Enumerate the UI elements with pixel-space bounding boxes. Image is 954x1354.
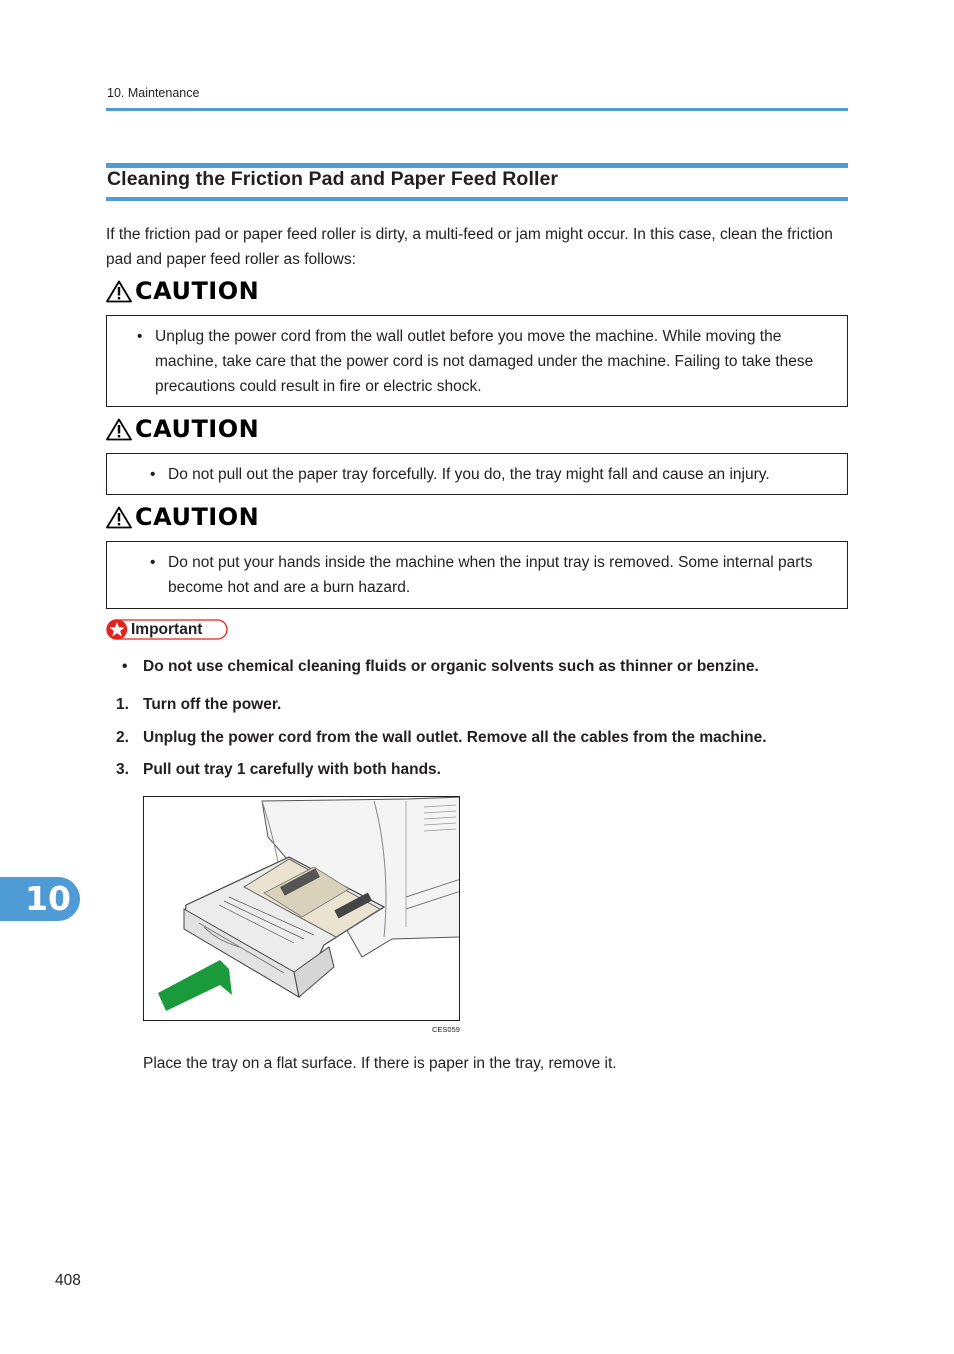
- step-number: 2.: [116, 729, 129, 746]
- header-rule: [106, 108, 848, 111]
- breadcrumb: 10. Maintenance: [107, 86, 200, 100]
- caution-label: CAUTION: [135, 277, 260, 305]
- star-icon: [108, 620, 126, 644]
- caution-box: [106, 453, 848, 495]
- caution-heading: [106, 276, 259, 306]
- warning-triangle-icon: [106, 506, 132, 529]
- caution-box: [106, 541, 848, 609]
- step-text: Pull out tray 1 carefully with both hands.: [143, 761, 441, 778]
- section-title: Cleaning the Friction Pad and Paper Feed Roller: [107, 168, 559, 190]
- chapter-tab: [0, 877, 80, 921]
- step-text: Unplug the power cord from the wall outlet. Remove all the cables from the machine.: [143, 729, 767, 746]
- caution-heading: [106, 502, 259, 532]
- intro-paragraph: If the friction pad or paper feed roller is dirty, a multi-feed or jam might occur. In this case, clean the friction pad and paper feed roller as follows:: [106, 226, 833, 268]
- page-number: 408: [55, 1272, 81, 1289]
- step-number: 1.: [116, 696, 129, 713]
- printer-tray-illustration: [143, 796, 460, 1021]
- step-number: 3.: [116, 761, 129, 778]
- caution-item: • Unplug the power cord from the wall outlet before you move the machine. While moving the machine, take care that the power cord is not damaged under the machine. Failing to take these precautions could result in fire or electric shock.: [155, 324, 837, 399]
- caution-heading: [106, 414, 259, 444]
- caution-label: CAUTION: [135, 503, 260, 531]
- step-item: [116, 758, 441, 782]
- step-item: [116, 726, 767, 750]
- caution-item: • Do not pull out the paper tray forcefully. If you do, the tray might fall and cause an injury.: [168, 462, 837, 487]
- warning-triangle-icon: [106, 418, 132, 441]
- step-item: [116, 693, 281, 717]
- important-heading: [106, 619, 228, 640]
- figure-code: CES059: [432, 1025, 460, 1034]
- warning-triangle-icon: [106, 280, 132, 303]
- caution-item: • Do not put your hands inside the machine when the input tray is removed. Some internal parts become hot and are a burn hazard.: [168, 550, 837, 600]
- caution-box: [106, 315, 848, 407]
- step-detail: Place the tray on a flat surface. If there is paper in the tray, remove it.: [143, 1055, 617, 1072]
- section-bottom-rule: [106, 197, 848, 201]
- caution-label: CAUTION: [135, 415, 260, 443]
- important-item: Do not use chemical cleaning fluids or organic solvents such as thinner or benzine.: [143, 658, 759, 675]
- step-text: Turn off the power.: [143, 696, 282, 713]
- important-label: Important: [131, 621, 203, 638]
- important-bullet: •: [122, 658, 128, 675]
- chapter-number: 10: [25, 879, 71, 918]
